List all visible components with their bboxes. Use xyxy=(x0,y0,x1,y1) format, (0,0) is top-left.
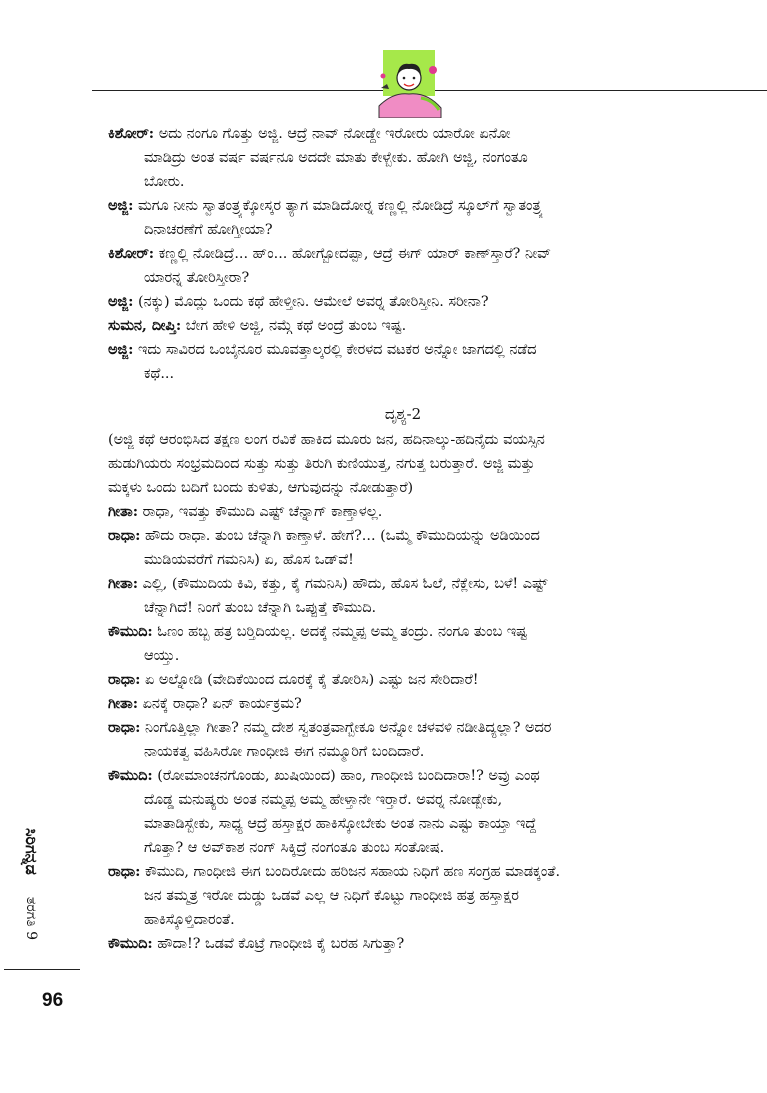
dialogue-continuation: ಹಾಕಿಸ್ಕೊಳ್ತಿದಾರಂತೆ. xyxy=(144,912,235,928)
dialogue-continuation: ದೊಡ್ಡ ಮನುಷ್ಯರು ಅಂತ ನಮ್ಮಪ್ಪ ಅಮ್ಮ ಹೇಳ್ತಾನೇ ಇರ್‍ತಾರೆ. ಅವರ್‍ನ ನೋಡ್ಬೇಕು, xyxy=(144,792,503,808)
dialogue-continuation: ದಿನಾಚರಣೆಗೆ ಹೋಗ್ತೀಯಾ? xyxy=(144,222,273,238)
speaker-name: ರಾಧಾ: xyxy=(108,863,141,880)
dialogue-line xyxy=(108,932,698,956)
page-number: 96 xyxy=(42,990,64,1011)
dialogue-continuation: ಕಥೆ... xyxy=(144,366,175,382)
dialogue-text: ಹೌದಾ!? ಒಡವೆ ಕೊಟ್ರೆ ಗಾಂಧೀಜಿ ಕೈ ಬರಹ ಸಿಗುತ್ತಾ? xyxy=(152,936,405,952)
dialogue-text: ಮಗೂ ನೀನು ಸ್ವಾತಂತ್ರ್ಯಕ್ಕೋಸ್ಕರ ತ್ಯಾಗ ಮಾಡಿದೋರ್‍ನ ಕಣ್ಣಲ್ಲಿ ನೋಡಿದ್ರೆ ಸ್ಕೂಲ್‌ಗೆ ಸ್ವಾತಂತ್ರ್ಯ xyxy=(133,198,544,214)
dialogue-line xyxy=(108,314,698,338)
speaker-name: ಕೌಮುದಿ: xyxy=(108,623,153,640)
speaker-name: ಗೀತಾ: xyxy=(108,503,139,520)
dialogue-continuation: ಆಯ್ತು. xyxy=(144,648,180,664)
girl-reading-logo-icon xyxy=(373,48,447,118)
dialogue-block-top xyxy=(108,122,698,386)
dialogue-line xyxy=(108,764,698,788)
dialogue-line xyxy=(108,500,698,524)
dialogue-line xyxy=(108,524,698,548)
class-label: ತರಗತಿ 9 xyxy=(23,896,39,941)
dialogue-continuation: ಮಾತಾಡಿಸ್ಬೇಕು, ಸಾಧ್ಯ ಆದ್ರೆ ಹಸ್ತಾಕ್ಷರ ಹಾಕಿಸ್ಕೋಬೇಕು ಅಂತ ನಾನು ಎಷ್ಟು ಕಾಯ್ತಾ ಇದ್ದೆ xyxy=(144,816,537,832)
speaker-name: ಗೀತಾ: xyxy=(108,575,139,592)
dialogue-text: ಎಲ್ಲಿ, (ಕೌಮುದಿಯ ಕಿವಿ, ಕತ್ತು, ಕೈ ಗಮನಿಸಿ) ಹೌದು, ಹೊಸ ಓಲೆ, ನೆಕ್ಲೇಸು, ಬಳೆ! ಎಷ್ಟ್ xyxy=(138,576,548,592)
speaker-name: ರಾಧಾ: xyxy=(108,527,141,544)
dialogue-text: ಏ ಅಲ್ನೋಡಿ (ವೇದಿಕೆಯಿಂದ ದೂರಕ್ಕೆ ಕೈ ತೋರಿಸಿ) ಎಷ್ಟು ಜನ ಸೇರಿದಾರೆ! xyxy=(140,672,479,688)
dialogue-text: ಏನಕ್ಕೆ ರಾಧಾ? ಏನ್ ಕಾರ್ಯಕ್ರಮ? xyxy=(138,696,302,712)
dialogue-line xyxy=(108,860,698,884)
speaker-name: ಗೀತಾ: xyxy=(108,695,139,712)
dialogue-continuation: ಯಾರನ್ನ ತೋರಿಸ್ತೀರಾ? xyxy=(144,270,250,286)
speaker-name: ರಾಧಾ: xyxy=(108,671,141,688)
dialogue-continuation: ಗೊತ್ತಾ? ಆ ಅವ್‌ಕಾಶ ನಂಗ್ ಸಿಕ್ಕಿದ್ರೆ ನಂಗಂತೂ ತುಂಬ ಸಂತೋಷ. xyxy=(144,840,445,856)
dialogue-text: ರಾಧಾ, ಇವತ್ತು ಕೌಮುದಿ ಎಷ್ಟ್ ಚೆನ್ನಾಗ್ ಕಾಣ್ತಾಳಲ್ಲ. xyxy=(138,504,383,520)
stage-direction-line: ಮಕ್ಕಳು ಒಂದು ಬದಿಗೆ ಬಂದು ಕುಳಿತು, ಆಗುವುದನ್ನು ನೋಡುತ್ತಾರೆ) xyxy=(108,480,414,496)
dialogue-line xyxy=(108,242,698,266)
speaker-name: ಸುಮನ, ದೀಪ್ತಿ: xyxy=(108,317,182,334)
sidebar-vertical-text xyxy=(18,828,44,968)
dialogue-continuation: ಬೋರು. xyxy=(144,174,185,190)
dialogue-continuation: ಚೆನ್ನಾಗಿದೆ! ನಿಂಗೆ ತುಂಬ ಚೆನ್ನಾಗಿ ಒಪ್ಪುತ್ತೆ ಕೌಮುದಿ. xyxy=(144,600,377,616)
document-body xyxy=(108,122,698,956)
dialogue-text: ಹೌದು ರಾಧಾ. ತುಂಬ ಚೆನ್ನಾಗಿ ಕಾಣ್ತಾಳೆ. ಹೇಗೆ?... (ಒಮ್ಮೆ ಕೌಮುದಿಯನ್ನು ಅಡಿಯಿಂದ xyxy=(140,528,540,544)
speaker-name: ಕೌಮುದಿ: xyxy=(108,935,153,952)
dialogue-line xyxy=(108,620,698,644)
dialogue-line xyxy=(108,668,698,692)
speaker-name: ಕೌಮುದಿ: xyxy=(108,767,153,784)
dialogue-continuation: ಮಾಡಿದ್ರು ಅಂತ ವರ್ಷ ವರ್ಷನೂ ಅದದೇ ಮಾತು ಕೇಳ್ಬೇಕು. ಹೋಗಿ ಅಜ್ಜಿ, ನಂಗಂತೂ xyxy=(144,150,528,166)
footer-rule xyxy=(4,969,80,970)
stage-direction-line: (ಅಜ್ಜಿ ಕಥೆ ಆರಂಭಿಸಿದ ತಕ್ಷಣ ಲಂಗ ರವಿಕೆ ಹಾಕಿದ ಮೂರು ಜನ, ಹದಿನಾಲ್ಕು-ಹದಿನೈದು ವಯಸ್ಸಿನ xyxy=(108,432,545,448)
dialogue-text: (ನಕ್ಕು) ಮೊದ್ಲು ಒಂದು ಕಥೆ ಹೇಳ್ತೀನಿ. ಆಮೇಲೆ ಅವರ್‍ನ ತೋರಿಸ್ತೀನಿ. ಸರೀನಾ? xyxy=(133,294,489,310)
dialogue-text: ಬೇಗ ಹೇಳಿ ಅಜ್ಜಿ, ನಮ್ಗೆ ಕಥೆ ಅಂದ್ರೆ ತುಂಬ ಇಷ್ಟ. xyxy=(181,318,407,334)
dialogue-text: ಅದು ನಂಗೂ ಗೊತ್ತು ಅಜ್ಜಿ. ಆದ್ರೆ ನಾವ್ ನೋಡ್ದೇ ಇರೋರು ಯಾರೋ ಏನೋ xyxy=(154,126,511,142)
speaker-name: ರಾಧಾ: xyxy=(108,719,141,736)
dialogue-text: ಕೌಮುದಿ, ಗಾಂಧೀಜಿ ಈಗ ಬಂದಿರೋದು ಹರಿಜನ ಸಹಾಯ ನಿಧಿಗೆ ಹಣ ಸಂಗ್ರಹ ಮಾಡಕ್ಕಂತೆ. xyxy=(140,864,561,880)
dialogue-line xyxy=(108,572,698,596)
book-title: ಸಿರಿಗನ್ನಡ xyxy=(22,828,41,875)
dialogue-line xyxy=(108,290,698,314)
stage-direction xyxy=(108,428,698,500)
stage-direction-line: ಹುಡುಗಿಯರು ಸಂಭ್ರಮದಿಂದ ಸುತ್ತು ಸುತ್ತು ತಿರುಗಿ ಕುಣಿಯುತ್ತ, ನಗುತ್ತ ಬರುತ್ತಾರೆ. ಅಜ್ಜಿ ಮತ್ತು xyxy=(108,456,535,472)
dialogue-continuation: ನಾಯಕತ್ವ ವಹಿಸಿರೋ ಗಾಂಧೀಜಿ ಈಗ ನಮ್ಮೂರಿಗೆ ಬಂದಿದಾರೆ. xyxy=(144,744,425,760)
dialogue-text: ನಿಂಗೊತ್ತಿಲ್ಲಾ ಗೀತಾ? ನಮ್ಮ ದೇಶ ಸ್ವತಂತ್ರವಾಗ್ಬೇಕೂ ಅನ್ನೋ ಚಳವಳಿ ನಡೀತಿದ್ಯಲ್ಲಾ? ಅದರ xyxy=(140,720,552,736)
speaker-name: ಕಿಶೋರ್: xyxy=(108,125,155,142)
dialogue-line xyxy=(108,692,698,716)
speaker-name: ಕಿಶೋರ್: xyxy=(108,245,155,262)
dialogue-line xyxy=(108,716,698,740)
dialogue-text: ಇದು ಸಾವಿರದ ಒಂಬೈನೂರ ಮೂವತ್ತಾಲ್ಕರಲ್ಲಿ ಕೇರಳದ ವಟಕರ ಅನ್ನೋ ಜಾಗದಲ್ಲಿ ನಡೆದ xyxy=(133,342,537,358)
dialogue-block-bottom xyxy=(108,500,698,956)
dialogue-text: ಕಣ್ಣಲ್ಲಿ ನೋಡಿದ್ರೆ... ಹ್ಂ... ಹೋಗ್ಬೋದಪ್ಪಾ, ಆದ್ರೆ ಈಗ್ ಯಾರ್ ಕಾಣ್‌ಸ್ತಾರೆ? ನೀವ್ xyxy=(154,246,552,262)
dialogue-text: (ರೋಮಾಂಚನಗೊಂಡು, ಖುಷಿಯಿಂದ) ಹಾಂ, ಗಾಂಧೀಜಿ ಬಂದಿದಾರಾ!? ಅವ್ರು ಎಂಥ xyxy=(152,768,540,784)
speaker-name: ಅಜ್ಜಿ: xyxy=(108,341,134,358)
dialogue-line xyxy=(108,194,698,218)
dialogue-text: ಓಣಂ ಹಬ್ಬ ಹತ್ರ ಬರ್‍ತಿದಿಯಲ್ಲ. ಅದಕ್ಕೆ ನಮ್ಮಪ್ಪ ಅಮ್ಮ ತಂದ್ರು. ನಂಗೂ ತುಂಬ ಇಷ್ಟ xyxy=(152,624,527,640)
scene-heading: ದೃಶ್ಯ-2 xyxy=(384,405,422,423)
speaker-name: ಅಜ್ಜಿ: xyxy=(108,293,134,310)
dialogue-continuation: ಮುಡಿಯವರೆಗೆ ಗಮನಿಸಿ) ಏ, ಹೊಸ ಒಡ್‌ವೆ! xyxy=(144,552,354,568)
speaker-name: ಅಜ್ಜಿ: xyxy=(108,197,134,214)
dialogue-line xyxy=(108,338,698,362)
dialogue-continuation: ಜನ ತಮ್ಮತ್ರ ಇರೋ ದುಡ್ಡು ಒಡವೆ ಎಲ್ಲ ಆ ನಿಧಿಗೆ ಕೊಟ್ಟು ಗಾಂಧೀಜಿ ಹತ್ರ ಹಸ್ತಾಕ್ಷರ xyxy=(144,888,519,904)
dialogue-line xyxy=(108,122,698,146)
